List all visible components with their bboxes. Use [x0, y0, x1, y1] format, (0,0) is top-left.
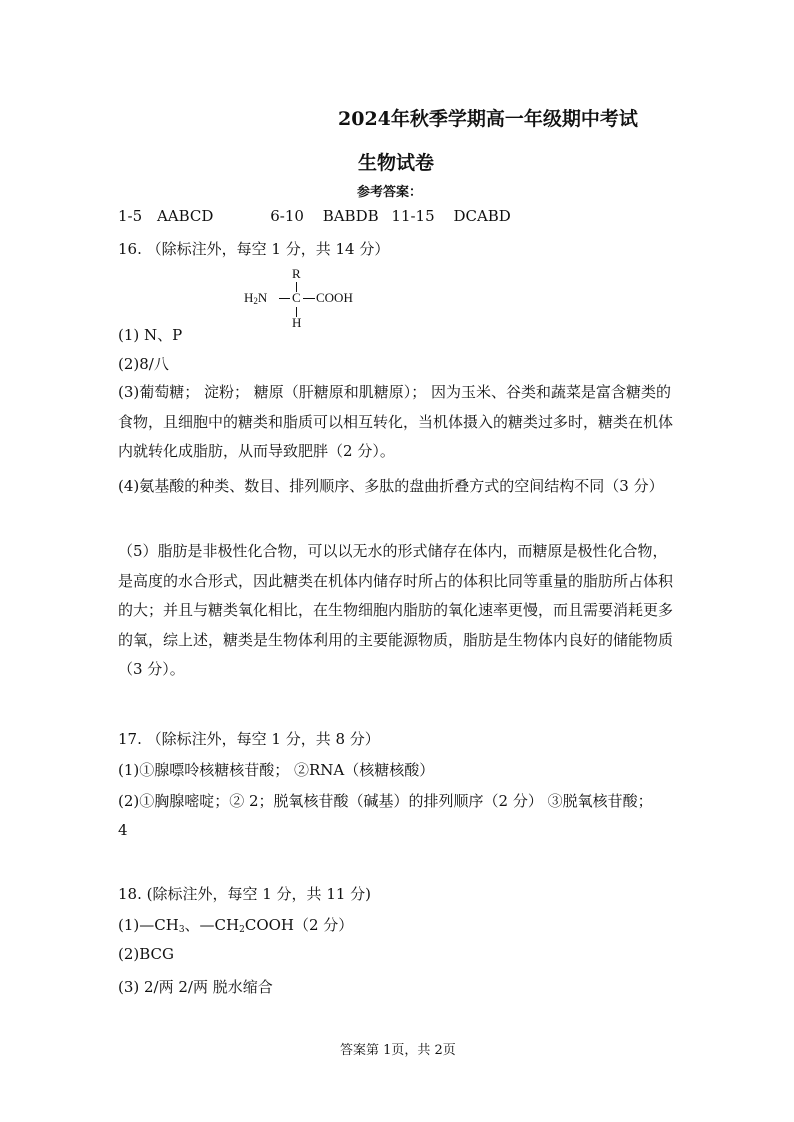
- q16-answer-2: (2)8/八: [118, 355, 169, 373]
- amino-acid-structure-formula: [244, 266, 374, 332]
- q16-heading: 16. （除标注外，每空 1 分，共 14 分）: [118, 240, 390, 258]
- q16-answer-4: (4)氨基酸的种类、数目、排列顺序、多肽的盘曲折叠方式的空间结构不同（3 分）: [118, 477, 664, 495]
- choice-range-1: 1-5: [118, 207, 143, 225]
- q18-answer-3: (3) 2/两 2/两 脱水缩合: [118, 978, 273, 996]
- q16-answer-3: (3)葡萄糖； 淀粉； 糖原（肝糖原和肌糖原）； 因为玉米、谷类和蔬菜是富含糖类的食物，且细胞中的糖类和脂质可以相互转化，当机体摄入的糖类过多时，糖类在机体内就转化成脂肪，从而导致肥胖（2 分）。: [118, 383, 674, 461]
- formula-hydrogen: H: [292, 315, 302, 330]
- formula-r-group: R: [292, 266, 301, 281]
- q18-answer-1: $(1)—CH_3$、$—CH_2COOH(2$ 分）: [118, 916, 354, 935]
- q16-answer-1: (1) N、P: [118, 326, 183, 344]
- choice-answers-row: [118, 207, 511, 225]
- q18-answer-2: (2)BCG: [118, 945, 175, 963]
- q18-heading: 18. (除标注外，每空 1 分，共 11 分): [118, 885, 372, 903]
- formula-central-carbon: C: [292, 290, 301, 305]
- subject-title: 生物试卷: [358, 152, 435, 174]
- page-title: 2024年秋季学期高一年级期中考试: [338, 108, 638, 130]
- q17-heading: 17. （除标注外，每空 1 分，共 8 分）: [118, 730, 380, 748]
- page-footer: 答案第 1页，共 2页: [340, 1043, 456, 1058]
- q17-answer-1: (1)①腺嘌呤核糖核苷酸； ②RNA（核糖核酸）: [118, 761, 435, 779]
- choice-range-3: 11-15: [391, 207, 435, 225]
- formula-bond-right: [303, 298, 315, 299]
- formula-amino-group: $H_2N$: [244, 290, 268, 306]
- q16-answer-5: （5）脂肪是非极性化合物，可以以无水的形式储存在体内，而糖原是极性化合物，是高度的水合形式，因此糖类在机体内储存时所占的体积比同等重量的脂肪所占体积的大；并且与糖类氧化相比，在生物细胞内脂肪的氧化速率更慢，而且需要消耗更多的氧，综上述，糖类是生物体利用的主要能源物质，脂肪是生物体内良好的储能物质（3 分）。: [118, 542, 674, 679]
- choice-range-2: 6-10: [270, 207, 304, 225]
- choice-answers-1: AABCD: [156, 207, 214, 225]
- q17-answer-2-continued: 4: [118, 821, 128, 839]
- q17-answer-2: (2)①胸腺嘧啶；② 2；脱氧核苷酸（碱基）的排列顺序（2 分） ③脱氧核苷酸；: [118, 792, 653, 810]
- formula-bond-left: [279, 298, 290, 299]
- choice-answers-3: DCABD: [453, 207, 511, 225]
- answer-label: 参考答案：: [357, 185, 423, 200]
- choice-answers-2: BABDB: [322, 207, 379, 225]
- formula-carboxyl-group: COOH: [316, 290, 353, 305]
